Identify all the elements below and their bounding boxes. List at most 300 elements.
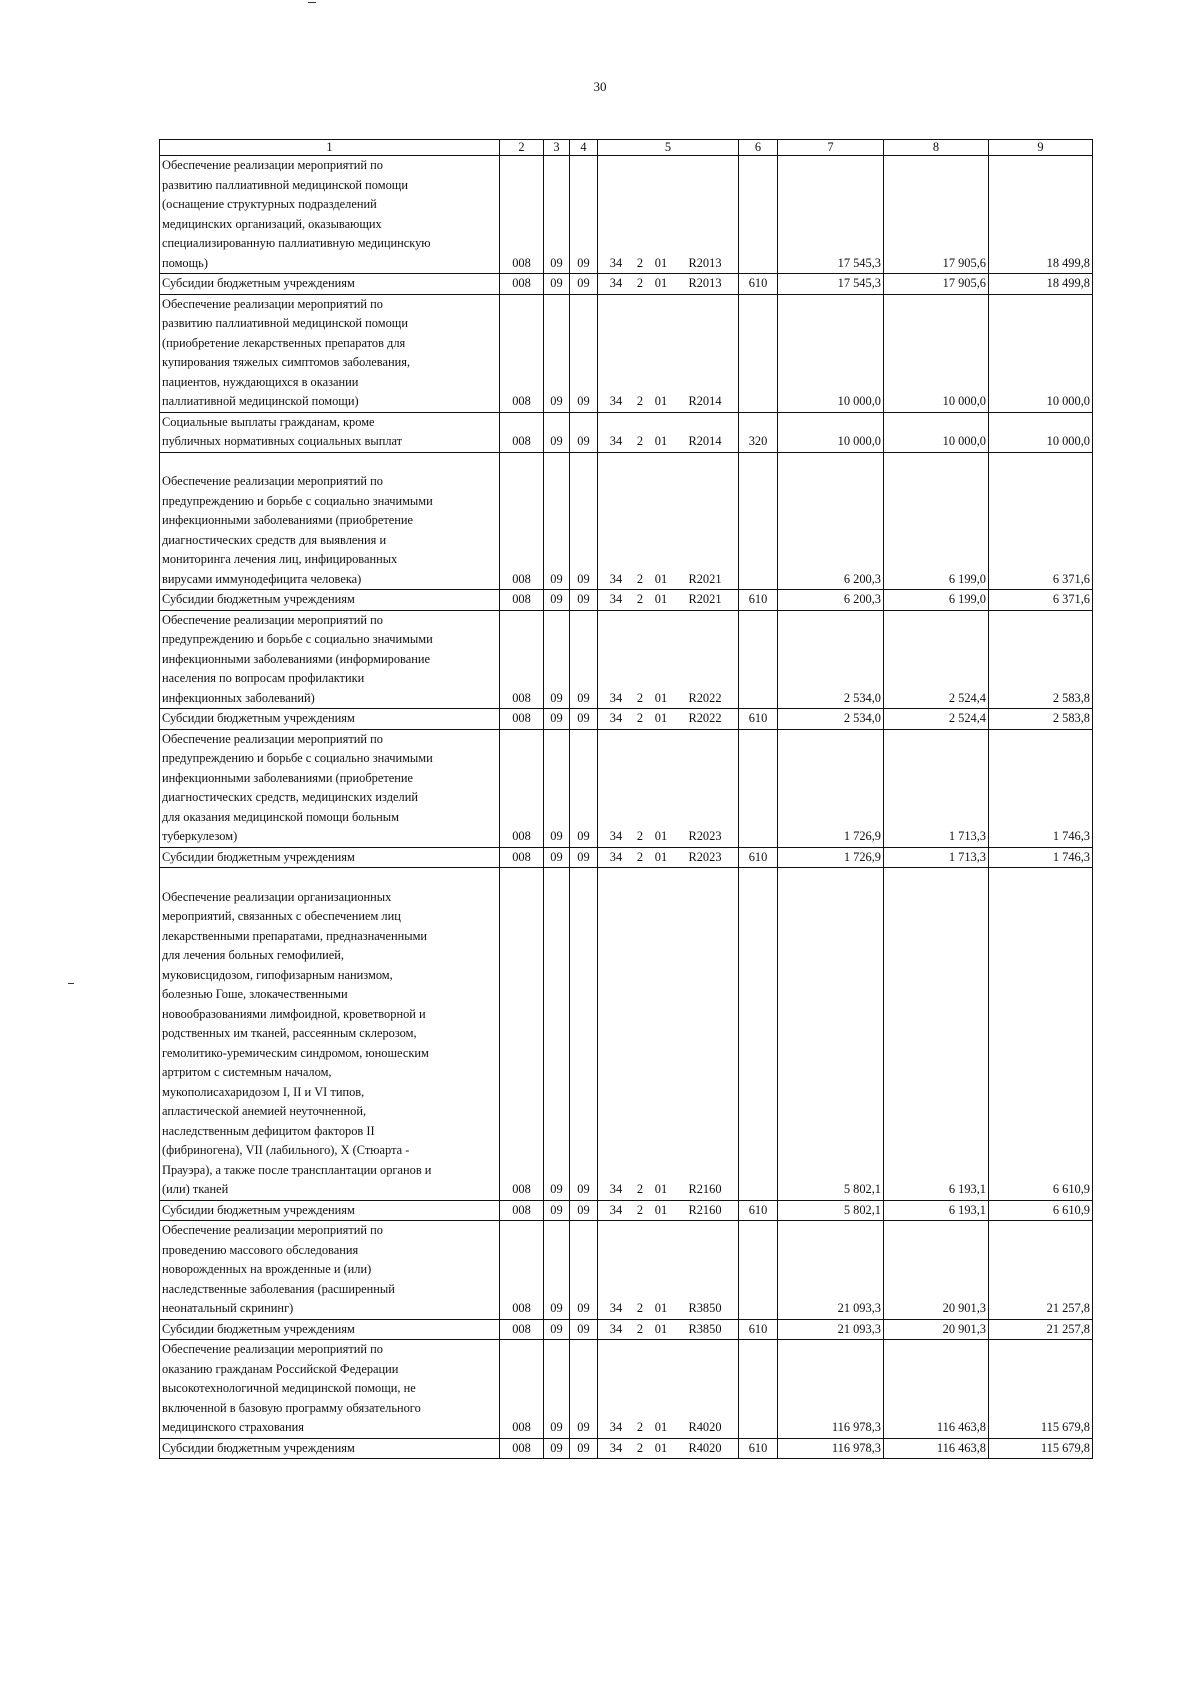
description-line: Прауэра), а также после трансплантации органов и [162, 1162, 432, 1177]
ministry-code: 008 [500, 709, 544, 730]
target-article-code [598, 412, 739, 452]
description-line: для оказания медицинской помощи больным [162, 809, 399, 824]
amount-col-7: 21 093,3 [778, 1319, 884, 1340]
description-line: Обеспечение реализации мероприятий по [162, 474, 383, 488]
amount-col-8: 116 463,8 [884, 1438, 989, 1459]
section-code: 09 [544, 1319, 570, 1340]
target-article-code [598, 868, 739, 1201]
amount-col-7: 116 978,3 [778, 1438, 884, 1459]
expense-type-code: 610 [739, 847, 778, 868]
row-description [160, 610, 500, 709]
amount-col-8: 6 199,0 [884, 590, 989, 611]
page-number: 30 [593, 79, 607, 94]
description-line: инфекционными заболеваниями (приобретение [162, 513, 414, 527]
description-line: медицинского страхования [162, 1420, 304, 1434]
description-line: Обеспечение реализации организационных [162, 889, 392, 904]
expense-type-code [739, 452, 778, 590]
description-line: новорожденных на врожденные и (или) [162, 1262, 372, 1276]
code-segment: 34 [609, 394, 623, 408]
code-segment: 01 [654, 1440, 668, 1455]
scan-mark-left [68, 983, 74, 984]
code-segment: 01 [654, 690, 668, 705]
code-segment: 2 [636, 276, 644, 290]
amount-col-9: 6 610,9 [989, 868, 1093, 1201]
description-line: Обеспечение реализации мероприятий по [162, 1223, 383, 1237]
code-segment: 2 [636, 1202, 644, 1217]
amount-col-7: 2 534,0 [778, 709, 884, 730]
description-line: медицинских организаций, оказывающих [162, 216, 382, 231]
row-description [160, 709, 500, 730]
target-article-code [598, 1438, 739, 1459]
description-line: родственных им тканей, рассеянным склерозом, [162, 1026, 417, 1040]
amount-col-7: 21 093,3 [778, 1221, 884, 1320]
row-description [160, 1221, 500, 1320]
table-row [160, 1319, 1093, 1340]
amount-col-7: 2 534,0 [778, 610, 884, 709]
amount-col-7: 17 545,3 [778, 274, 884, 295]
code-segment: 01 [654, 1420, 668, 1434]
description-line: Субсидии бюджетным учреждениям [162, 1440, 355, 1455]
table-row [160, 847, 1093, 868]
description-line [162, 868, 497, 888]
code-segment: 34 [609, 592, 623, 606]
amount-col-9: 21 257,8 [989, 1319, 1093, 1340]
code-segment: 01 [654, 829, 668, 843]
code-segment: 01 [654, 592, 668, 606]
amount-col-9: 6 371,6 [989, 452, 1093, 590]
code-segment: 34 [609, 1440, 623, 1455]
table-row [160, 610, 1093, 709]
expense-type-code: 610 [739, 1200, 778, 1221]
description-line: болезнью Гоше, злокачественными [162, 987, 348, 1001]
code-segment: 2 [636, 592, 644, 606]
table-row [160, 1438, 1093, 1459]
table-row [160, 590, 1093, 611]
code-segment: 2 [636, 394, 644, 408]
description-line: лекарственными препаратами, предназначенными [162, 928, 428, 943]
section-code: 09 [544, 610, 570, 709]
col-header-6: 6 [739, 140, 778, 156]
amount-col-9: 1 746,3 [989, 847, 1093, 868]
amount-col-7: 6 200,3 [778, 452, 884, 590]
ministry-code: 008 [500, 847, 544, 868]
description-line: Обеспечение реализации мероприятий по [162, 1342, 383, 1356]
description-line: предупреждению и борьбе с социально значимыми [162, 493, 433, 508]
amount-col-7: 1 726,9 [778, 729, 884, 847]
code-segment: 34 [609, 1202, 623, 1217]
description-line: предупреждению и борьбе с социально значимыми [162, 751, 433, 765]
target-article-code [598, 1340, 739, 1439]
budget-table [159, 139, 1093, 1459]
code-segment: 34 [609, 255, 623, 270]
subsection-code: 09 [570, 274, 598, 295]
code-segment: 34 [609, 434, 623, 448]
table-row [160, 1340, 1093, 1439]
code-segment: 2 [636, 1420, 644, 1434]
row-description [160, 868, 500, 1201]
description-line: Субсидии бюджетным учреждениям [162, 276, 355, 290]
ministry-code: 008 [500, 610, 544, 709]
code-segment: R3850 [688, 1321, 722, 1336]
row-description [160, 1438, 500, 1459]
code-segment: 34 [609, 571, 623, 586]
code-segment: R2023 [688, 829, 722, 843]
subsection-code: 09 [570, 610, 598, 709]
expense-type-code: 610 [739, 709, 778, 730]
row-description [160, 412, 500, 452]
expense-type-code [739, 868, 778, 1201]
amount-col-8: 20 901,3 [884, 1319, 989, 1340]
description-line: неонатальный скрининг) [162, 1301, 294, 1315]
col-header-3: 3 [544, 140, 570, 156]
description-line: паллиативной медицинской помощи) [162, 394, 359, 408]
section-code: 09 [544, 847, 570, 868]
description-line: артритом с системным началом, [162, 1065, 332, 1079]
ministry-code: 008 [500, 590, 544, 611]
description-line: мукополисахаридозом I, II и VI типов, [162, 1084, 365, 1099]
row-description [160, 590, 500, 611]
description-line: инфекционными заболеваниями (приобретение [162, 770, 414, 785]
description-line: купирования тяжелых симптомов заболевания, [162, 355, 411, 369]
ministry-code: 008 [500, 729, 544, 847]
code-segment: 34 [609, 1301, 623, 1315]
amount-col-9: 115 679,8 [989, 1438, 1093, 1459]
code-segment: 2 [636, 829, 644, 843]
col-header-8: 8 [884, 140, 989, 156]
amount-col-8: 6 193,1 [884, 1200, 989, 1221]
amount-col-7: 17 545,3 [778, 156, 884, 274]
description-line: Субсидии бюджетным учреждениям [162, 1321, 355, 1336]
header-row [160, 140, 1093, 156]
row-description [160, 274, 500, 295]
section-code: 09 [544, 1221, 570, 1320]
table-row [160, 274, 1093, 295]
ministry-code: 008 [500, 452, 544, 590]
code-segment: R3850 [688, 1301, 722, 1315]
description-line: инфекционными заболеваниями (информирование [162, 651, 430, 666]
amount-col-8: 1 713,3 [884, 847, 989, 868]
subsection-code: 09 [570, 412, 598, 452]
table-row [160, 729, 1093, 847]
expense-type-code [739, 1221, 778, 1320]
section-code: 09 [544, 1200, 570, 1221]
section-code: 09 [544, 1340, 570, 1439]
amount-col-8: 10 000,0 [884, 412, 989, 452]
code-segment: 01 [654, 394, 668, 408]
description-line: пациентов, нуждающихся в оказании [162, 374, 359, 389]
subsection-code: 09 [570, 1340, 598, 1439]
code-segment: 01 [654, 255, 668, 270]
code-segment: R2013 [688, 276, 722, 290]
description-line: гемолитико-уремическим синдромом, юношеским [162, 1045, 429, 1060]
target-article-code [598, 610, 739, 709]
section-code: 09 [544, 452, 570, 590]
code-segment: 01 [654, 849, 668, 864]
amount-col-8: 17 905,6 [884, 274, 989, 295]
description-line: диагностических средств, медицинских изделий [162, 790, 418, 804]
expense-type-code [739, 1340, 778, 1439]
amount-col-8: 10 000,0 [884, 294, 989, 412]
description-line: диагностических средств для выявления и [162, 532, 387, 547]
row-description [160, 1319, 500, 1340]
code-segment: 01 [654, 1301, 668, 1315]
code-segment: 34 [609, 1321, 623, 1336]
code-segment: 2 [636, 1301, 644, 1315]
amount-col-7: 5 802,1 [778, 1200, 884, 1221]
table-row [160, 452, 1093, 590]
section-code: 09 [544, 1438, 570, 1459]
code-segment: 2 [636, 711, 644, 725]
table-row [160, 1200, 1093, 1221]
subsection-code: 09 [570, 729, 598, 847]
description-line: специализированную паллиативную медицинскую [162, 236, 431, 250]
description-line: предупреждению и борьбе с социально значимыми [162, 632, 433, 646]
code-segment: 2 [636, 434, 644, 448]
code-segment: R2022 [688, 711, 722, 725]
col-header-1: 1 [160, 140, 500, 156]
code-segment: 01 [654, 1202, 668, 1217]
col-header-2: 2 [500, 140, 544, 156]
target-article-code [598, 1200, 739, 1221]
description-line: мероприятий, связанных с обеспечением лиц [162, 909, 401, 923]
code-segment: 2 [636, 690, 644, 705]
expense-type-code: 610 [739, 1319, 778, 1340]
code-segment: 2 [636, 1440, 644, 1455]
subsection-code: 09 [570, 590, 598, 611]
amount-col-7: 10 000,0 [778, 294, 884, 412]
description-line: муковисцидозом, гипофизарным нанизмом, [162, 967, 393, 982]
target-article-code [598, 452, 739, 590]
ministry-code: 008 [500, 1221, 544, 1320]
code-segment: 01 [654, 1321, 668, 1336]
amount-col-8: 20 901,3 [884, 1221, 989, 1320]
description-line: (оснащение структурных подразделений [162, 197, 377, 211]
subsection-code: 09 [570, 1200, 598, 1221]
description-line: для лечения больных гемофилией, [162, 948, 345, 962]
section-code: 09 [544, 709, 570, 730]
description-line: проведению массового обследования [162, 1242, 359, 1257]
code-segment: R2013 [688, 255, 722, 270]
description-line: включенной в базовую программу обязательного [162, 1400, 421, 1415]
code-segment: R4020 [688, 1440, 722, 1455]
description-line: (приобретение лекарственных препаратов для [162, 335, 406, 350]
description-line: апластической анемией неуточненной, [162, 1104, 367, 1118]
code-segment: 01 [654, 276, 668, 290]
code-segment: 01 [654, 1182, 668, 1196]
ministry-code: 008 [500, 1319, 544, 1340]
ministry-code: 008 [500, 1438, 544, 1459]
row-description [160, 847, 500, 868]
amount-col-8: 2 524,4 [884, 610, 989, 709]
amount-col-9: 10 000,0 [989, 412, 1093, 452]
row-description [160, 729, 500, 847]
ministry-code: 008 [500, 868, 544, 1201]
code-segment: 2 [636, 255, 644, 270]
section-code: 09 [544, 729, 570, 847]
description-line: новообразованиями лимфоидной, кроветворной и [162, 1006, 426, 1021]
description-line: Обеспечение реализации мероприятий по [162, 296, 383, 311]
description-line: населения по вопросам профилактики [162, 671, 365, 685]
table-row [160, 868, 1093, 1201]
section-code: 09 [544, 412, 570, 452]
target-article-code [598, 1221, 739, 1320]
code-segment: 34 [609, 849, 623, 864]
subsection-code: 09 [570, 452, 598, 590]
description-line: развитию паллиативной медицинской помощи [162, 316, 408, 330]
code-segment: R2021 [688, 571, 722, 586]
row-description [160, 452, 500, 590]
description-line: мониторинга лечения лиц, инфицированных [162, 552, 398, 566]
target-article-code [598, 847, 739, 868]
expense-type-code [739, 294, 778, 412]
target-article-code [598, 274, 739, 295]
table-row [160, 294, 1093, 412]
subsection-code: 09 [570, 868, 598, 1201]
section-code: 09 [544, 156, 570, 274]
expense-type-code: 610 [739, 590, 778, 611]
description-line: Субсидии бюджетным учреждениям [162, 1202, 355, 1217]
target-article-code [598, 729, 739, 847]
code-segment: 2 [636, 1182, 644, 1196]
amount-col-9: 115 679,8 [989, 1340, 1093, 1439]
ministry-code: 008 [500, 294, 544, 412]
amount-col-9: 6 610,9 [989, 1200, 1093, 1221]
description-line [162, 453, 497, 473]
amount-col-7: 5 802,1 [778, 868, 884, 1201]
amount-col-8: 116 463,8 [884, 1340, 989, 1439]
subsection-code: 09 [570, 156, 598, 274]
amount-col-9: 10 000,0 [989, 294, 1093, 412]
amount-col-9: 6 371,6 [989, 590, 1093, 611]
amount-col-8: 6 193,1 [884, 868, 989, 1201]
amount-col-9: 2 583,8 [989, 709, 1093, 730]
description-line: Субсидии бюджетным учреждениям [162, 592, 355, 606]
code-segment: R2021 [688, 592, 722, 606]
table-row [160, 156, 1093, 274]
expense-type-code: 320 [739, 412, 778, 452]
description-line: инфекционных заболеваний) [162, 690, 315, 705]
target-article-code [598, 294, 739, 412]
amount-col-9: 18 499,8 [989, 156, 1093, 274]
row-description [160, 1340, 500, 1439]
subsection-code: 09 [570, 847, 598, 868]
expense-type-code: 610 [739, 274, 778, 295]
amount-col-8: 6 199,0 [884, 452, 989, 590]
subsection-code: 09 [570, 709, 598, 730]
table-row [160, 709, 1093, 730]
code-segment: 34 [609, 829, 623, 843]
row-description [160, 1200, 500, 1221]
code-segment: 2 [636, 571, 644, 586]
description-line: оказанию гражданам Российской Федерации [162, 1361, 399, 1376]
description-line: (или) тканей [162, 1182, 229, 1196]
code-segment: 2 [636, 1321, 644, 1336]
ministry-code: 008 [500, 1200, 544, 1221]
target-article-code [598, 156, 739, 274]
description-line: Субсидии бюджетным учреждениям [162, 711, 355, 725]
amount-col-7: 10 000,0 [778, 412, 884, 452]
amount-col-9: 2 583,8 [989, 610, 1093, 709]
code-segment: 34 [609, 276, 623, 290]
code-segment: 01 [654, 711, 668, 725]
amount-col-9: 1 746,3 [989, 729, 1093, 847]
code-segment: R2160 [688, 1182, 722, 1196]
description-line: Обеспечение реализации мероприятий по [162, 612, 383, 627]
amount-col-9: 18 499,8 [989, 274, 1093, 295]
subsection-code: 09 [570, 294, 598, 412]
ministry-code: 008 [500, 1340, 544, 1439]
description-line: помощь) [162, 255, 208, 270]
scan-mark-top [308, 2, 316, 3]
code-segment: R2014 [688, 394, 722, 408]
amount-col-8: 2 524,4 [884, 709, 989, 730]
ministry-code: 008 [500, 412, 544, 452]
code-segment: R2160 [688, 1202, 722, 1217]
col-header-4: 4 [570, 140, 598, 156]
amount-col-7: 1 726,9 [778, 847, 884, 868]
col-header-5: 5 [598, 140, 739, 156]
description-line: высокотехнологичной медицинской помощи, не [162, 1381, 416, 1395]
code-segment: 34 [609, 690, 623, 705]
col-header-9: 9 [989, 140, 1093, 156]
description-line: Социальные выплаты гражданам, кроме [162, 414, 375, 429]
row-description [160, 294, 500, 412]
code-segment: R2014 [688, 434, 722, 448]
ministry-code: 008 [500, 274, 544, 295]
amount-col-8: 1 713,3 [884, 729, 989, 847]
code-segment: R2023 [688, 849, 722, 864]
expense-type-code [739, 610, 778, 709]
code-segment: 01 [654, 571, 668, 586]
table-body [160, 156, 1093, 1459]
description-line: Субсидии бюджетным учреждениям [162, 849, 355, 864]
description-line: Обеспечение реализации мероприятий по [162, 158, 383, 172]
subsection-code: 09 [570, 1319, 598, 1340]
expense-type-code [739, 156, 778, 274]
expense-type-code [739, 729, 778, 847]
code-segment: R4020 [688, 1420, 722, 1434]
table-row [160, 1221, 1093, 1320]
description-line: туберкулезом) [162, 829, 238, 843]
row-description [160, 156, 500, 274]
description-line: (фибриногена), VII (лабильного), X (Стюарта - [162, 1143, 410, 1157]
code-segment: 34 [609, 1420, 623, 1434]
target-article-code [598, 1319, 739, 1340]
target-article-code [598, 590, 739, 611]
code-segment: 2 [636, 849, 644, 864]
amount-col-8: 17 905,6 [884, 156, 989, 274]
section-code: 09 [544, 590, 570, 611]
subsection-code: 09 [570, 1438, 598, 1459]
subsection-code: 09 [570, 1221, 598, 1320]
section-code: 09 [544, 294, 570, 412]
table-row [160, 412, 1093, 452]
col-header-7: 7 [778, 140, 884, 156]
section-code: 09 [544, 274, 570, 295]
description-line: вирусами иммунодефицита человека) [162, 571, 362, 586]
description-line: наследственные заболевания (расширенный [162, 1281, 395, 1296]
amount-col-9: 21 257,8 [989, 1221, 1093, 1320]
description-line: Обеспечение реализации мероприятий по [162, 731, 383, 746]
ministry-code: 008 [500, 156, 544, 274]
code-segment: 34 [609, 711, 623, 725]
code-segment: 34 [609, 1182, 623, 1196]
target-article-code [598, 709, 739, 730]
section-code: 09 [544, 868, 570, 1201]
amount-col-7: 116 978,3 [778, 1340, 884, 1439]
code-segment: 01 [654, 434, 668, 448]
description-line: развитию паллиативной медицинской помощи [162, 177, 408, 192]
